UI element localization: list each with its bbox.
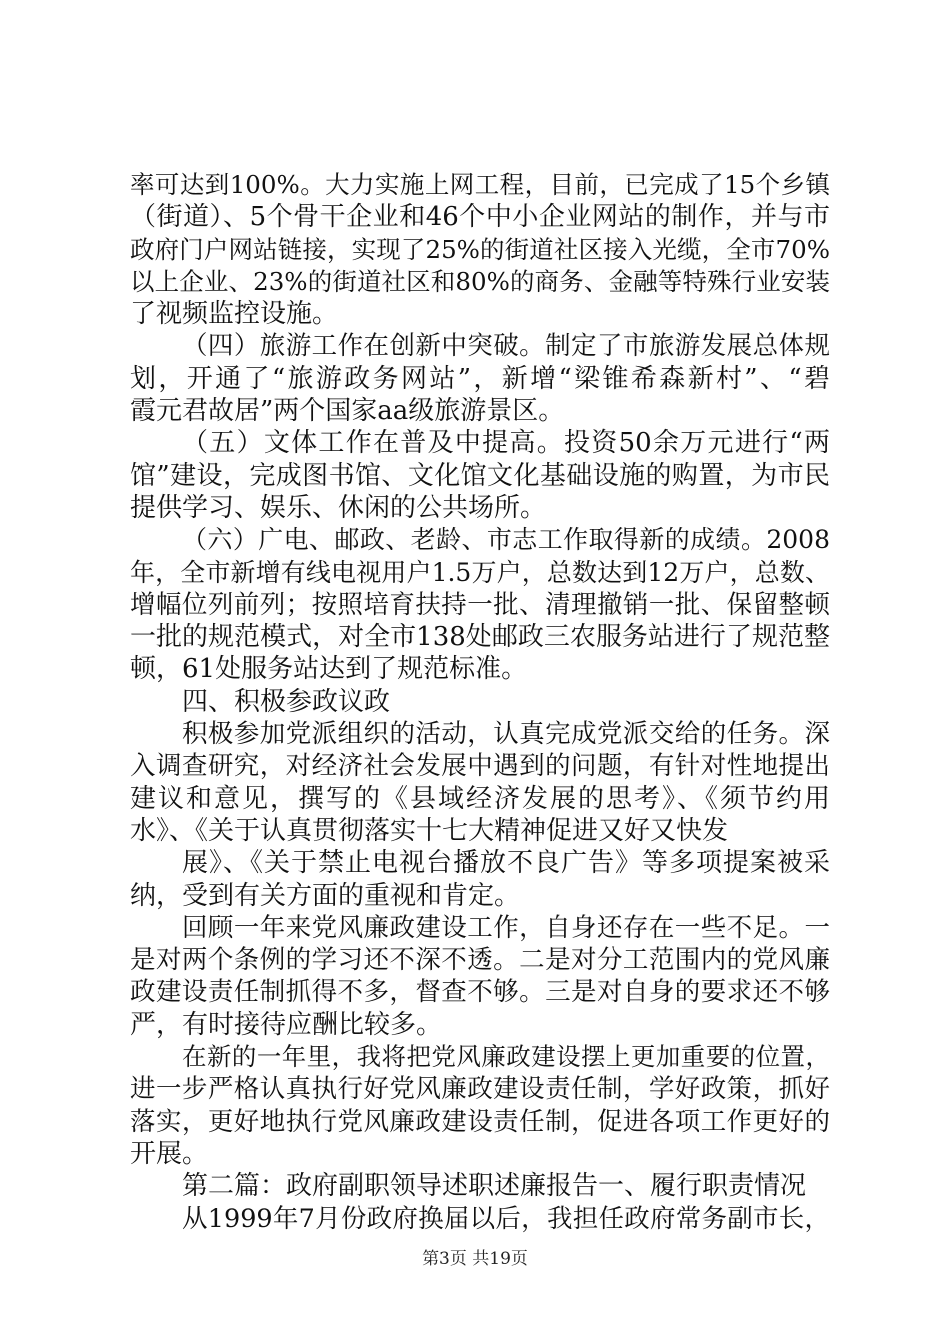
text-line: 顿，61处服务站达到了规范标准。 <box>130 654 528 685</box>
text-line: 进一步严格认真执行好党风廉政建设责任制，学好政策，抓好 <box>130 1074 830 1105</box>
text-line: （六）广电、邮政、老龄、市志工作取得新的成绩。2008 <box>182 525 830 555</box>
text-line: 年，全市新增有线电视用户1.5万户，总数达到12万户，总数、 <box>130 557 830 587</box>
text-line: 回顾一年来党风廉政建设工作，自身还存在一些不足。一 <box>182 912 830 943</box>
text-line: 是对两个条例的学习还不深不透。二是对分工范围内的党风廉 <box>130 945 830 976</box>
text-line: 提供学习、娱乐、休闲的公共场所。 <box>130 492 547 523</box>
text-line: 严，有时接待应酬比较多。 <box>130 1009 443 1040</box>
text-line: 展》、《关于禁止电视台播放不良广告》等多项提案被采 <box>182 848 830 879</box>
text-line: （四）旅游工作在创新中突破。制定了市旅游发展总体规 <box>182 331 830 362</box>
text-line: 四、积极参政议政 <box>182 686 391 717</box>
text-line: （街道）、5个骨干企业和46个中小企业网站的制作，并与市 <box>130 202 830 233</box>
text-line: 纳，受到有关方面的重视和肯定。 <box>130 880 521 911</box>
text-line: 霞元君故居”两个国家aa级旅游景区。 <box>130 396 565 427</box>
text-line: 积极参加党派组织的活动，认真完成党派交给的任务。深 <box>182 719 830 750</box>
text-line: 在新的一年里，我将把党风廉政建设摆上更加重要的位置， <box>182 1042 830 1072</box>
text-line: 开展。 <box>130 1138 209 1169</box>
text-line: 增幅位列前列；按照培育扶持一批、清理撤销一批、保留整顿 <box>130 589 830 620</box>
text-line: 落实，更好地执行党风廉政建设责任制，促进各项工作更好的 <box>130 1106 830 1137</box>
text-line: 政府门户网站链接，实现了25%的街道社区接入光缆，全市70% <box>130 234 830 264</box>
page-footer: 第3页 共19页 <box>422 1249 528 1269</box>
text-line: 了视频监控设施。 <box>130 299 339 330</box>
text-line: （五）文体工作在普及中提高。投资50余万元进行“两 <box>182 428 830 459</box>
text-line: 划，开通了“旅游政务网站”，新增“梁锥希森新村”、“碧 <box>130 363 830 394</box>
text-line: 以上企业、23%的街道社区和80%的商务、金融等特殊行业安装 <box>130 266 830 296</box>
document-body <box>130 169 830 1235</box>
text-line: 率可达到100%。大力实施上网工程，目前，已完成了15个乡镇 <box>130 170 830 199</box>
text-line: 馆”建设，完成图书馆、文化馆文化基础设施的购置，为市民 <box>130 460 830 491</box>
text-line: 水》、《关于认真贯彻落实十七大精神促进又好又快发 <box>130 815 729 846</box>
text-line: 一批的规范模式，对全市138处邮政三农服务站进行了规范整 <box>130 622 830 653</box>
text-line: 政建设责任制抓得不多，督查不够。三是对自身的要求还不够 <box>130 977 830 1008</box>
text-line: 第二篇：政府副职领导述职述廉报告一、履行职责情况 <box>182 1171 807 1202</box>
text-line: 从1999年7月份政府换届以后，我担任政府常务副市长， <box>182 1203 830 1234</box>
text-line: 建议和意见，撰写的《县域经济发展的思考》、《须节约用 <box>130 783 830 814</box>
text-line: 入调查研究，对经济社会发展中遇到的问题，有针对性地提出 <box>130 751 830 782</box>
